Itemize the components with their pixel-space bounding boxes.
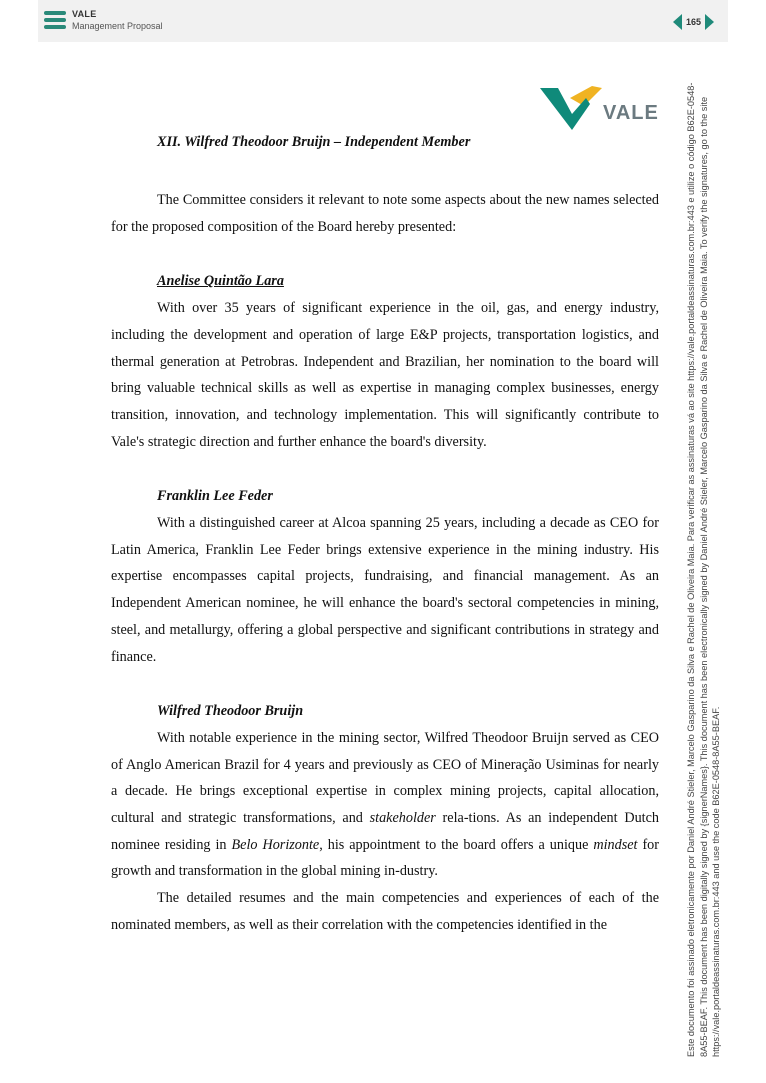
closing-paragraph: The detailed resumes and the main competencies and experiences of each of the nominated members, as well as their correlation with the competencies identified in the <box>111 890 659 933</box>
previous-page-icon[interactable] <box>673 14 682 30</box>
header-subtitle: Management Proposal <box>72 21 163 31</box>
text-segment: rela-tions. As an independent Dutch nominee residing in <box>111 810 659 853</box>
document-body <box>111 126 659 939</box>
menu-icon[interactable] <box>44 11 66 29</box>
member-name: Anelise Quintão Lara <box>157 273 284 290</box>
text-segment: for growth and transformation in the global mining in-dustry. <box>111 836 659 880</box>
member-description <box>111 725 659 885</box>
member-description: With a distinguished career at Alcoa spanning 25 years, including a decade as CEO for Latin America, Franklin Lee Feder brings extensive experience in the mining industry. His expertise encompasses capital projects, fundraising, and financial management. As an Independent American nominee, he will enhance the board's sectoral competencies in mining, steel, and metallurgy, offering a global perspective and significant contributions in strategy and finance. <box>111 515 659 665</box>
header-brand: VALE <box>72 9 97 19</box>
text-segment: , his appointment to the board offers a unique <box>319 836 594 853</box>
member-description: With over 35 years of significant experience in the oil, gas, and energy industry, including the development and operation of large E&P projects, transportation logistics, and thermal generation at Petrobras. Independent and Brazilian, her nomination to the board will bring valuable technical skills as well as expertise in managing complex businesses, energy transition, innovation, and technology implementation. This will significantly contribute to Vale's strategic direction and further enhance the board's diversity. <box>111 300 659 450</box>
next-page-icon[interactable] <box>705 14 714 30</box>
digital-signature-notice: Este documento foi assinado eletronicamente por Daniel André Stieler, Marcelo Gasparino da Silva e Rachel de Oliveira Maia. Para verificar as assinaturas vá ao site https://vale.portaldeassinaturas.com.br:443 e utilize o código B62E-0548-8A55-BEAF. This document has been digitally signed by {signerNames}. This document has been electronically signed by Daniel André Stieler, Marcelo Gasparino da Silva e Rachel de Oliveira Maia. To verify the signatures, go to the site https://vale.portaldeassinaturas.com.br:443 and use the code B62E-0548-8A55-BEAF. <box>686 82 722 1057</box>
member-name: Franklin Lee Feder <box>157 488 273 505</box>
header-bar <box>38 0 728 42</box>
logo-wordmark: VALE <box>603 102 659 124</box>
section-heading: XII. Wilfred Theodoor Bruijn – Independent Member <box>157 134 471 150</box>
page-navigator <box>673 14 714 30</box>
text-emphasis: Belo Horizonte <box>231 836 320 853</box>
member-name: Wilfred Theodoor Bruijn <box>157 703 304 720</box>
text-emphasis: stakeholder <box>369 810 436 827</box>
vale-logo <box>540 84 660 130</box>
intro-paragraph: The Committee considers it relevant to note some aspects about the new names selected for the proposed composition of the Board hereby presented: <box>111 192 659 235</box>
text-emphasis: mindset <box>593 836 638 853</box>
text-segment: With notable experience in the mining sector, Wilfred Theodoor Bruijn served as CEO of Anglo American Brazil for 4 years and previously as CEO of Mineração Usiminas for nearly a decade. He brings exceptional expertise in complex mining projects, capital allocation, cultural and strategic transformations, and <box>111 729 659 827</box>
page-number: 165 <box>685 17 701 27</box>
